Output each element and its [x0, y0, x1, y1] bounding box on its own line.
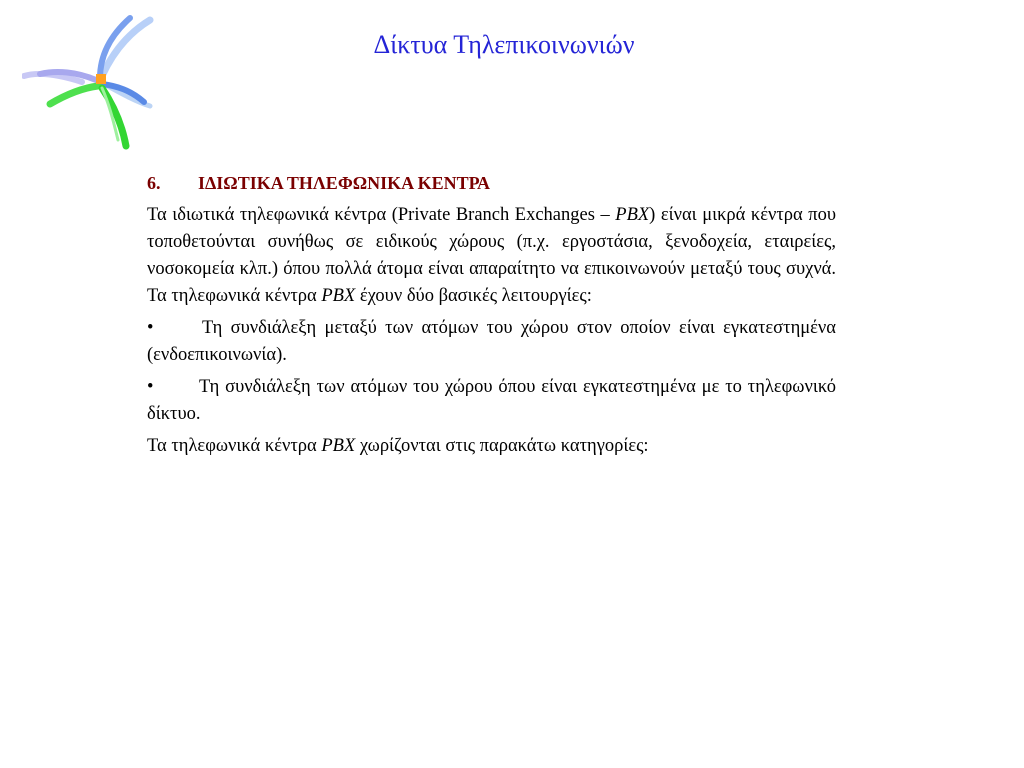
section-number: 6.	[147, 173, 161, 193]
pbx-term: PBX	[615, 205, 650, 225]
intro-text-b: ) είναι μικρά κέντρα που τοποθετούνται συνήθως σε ειδικούς χώρους (π.χ. εργοστάσια, ξενοδοχεία, εταιρείες, νοσοκομεία κλπ.) όπου πολλά άτομα είναι απαραίτητο να επικοινωνούν μεταξύ τους συχνά. Τα τηλεφωνικά κέντρα	[147, 205, 836, 306]
bullet-item-2	[147, 374, 836, 428]
pbx-term: PBX	[321, 436, 356, 456]
intro-text-c: έχουν δύο βασικές λειτουργίες:	[355, 286, 592, 306]
closing-text-a: Τα τηλεφωνικά κέντρα	[147, 436, 322, 456]
bullet-icon: •	[147, 318, 154, 338]
pbx-term: PBX	[321, 286, 356, 306]
section-heading	[147, 170, 836, 197]
section-heading-text: ΙΔΙΩΤΙΚΑ ΤΗΛΕΦΩΝΙΚΑ ΚΕΝΤΡΑ	[198, 173, 491, 193]
bullet-text: Τη συνδιάλεξη μεταξύ των ατόμων του χώρου στον οποίον είναι εγκατεστημένα (ενδοεπικοινωνία).	[147, 318, 836, 365]
bullet-text: Τη συνδιάλεξη των ατόμων του χώρου όπου είναι εγκατεστημένα με το τηλεφωνικό δίκτυο.	[147, 377, 836, 424]
slide-body	[147, 170, 836, 465]
intro-paragraph	[147, 202, 836, 310]
closing-paragraph	[147, 433, 836, 460]
bullet-icon: •	[147, 377, 154, 397]
intro-text-a: Τα ιδιωτικά τηλεφωνικά κέντρα (Private Branch Exchanges –	[147, 205, 616, 225]
bullet-item-1	[147, 315, 836, 369]
closing-text-b: χωρίζονται στις παρακάτω κατηγορίες:	[355, 436, 649, 456]
slide-title: Δίκτυα Τηλεπικοινωνιών	[373, 30, 635, 59]
